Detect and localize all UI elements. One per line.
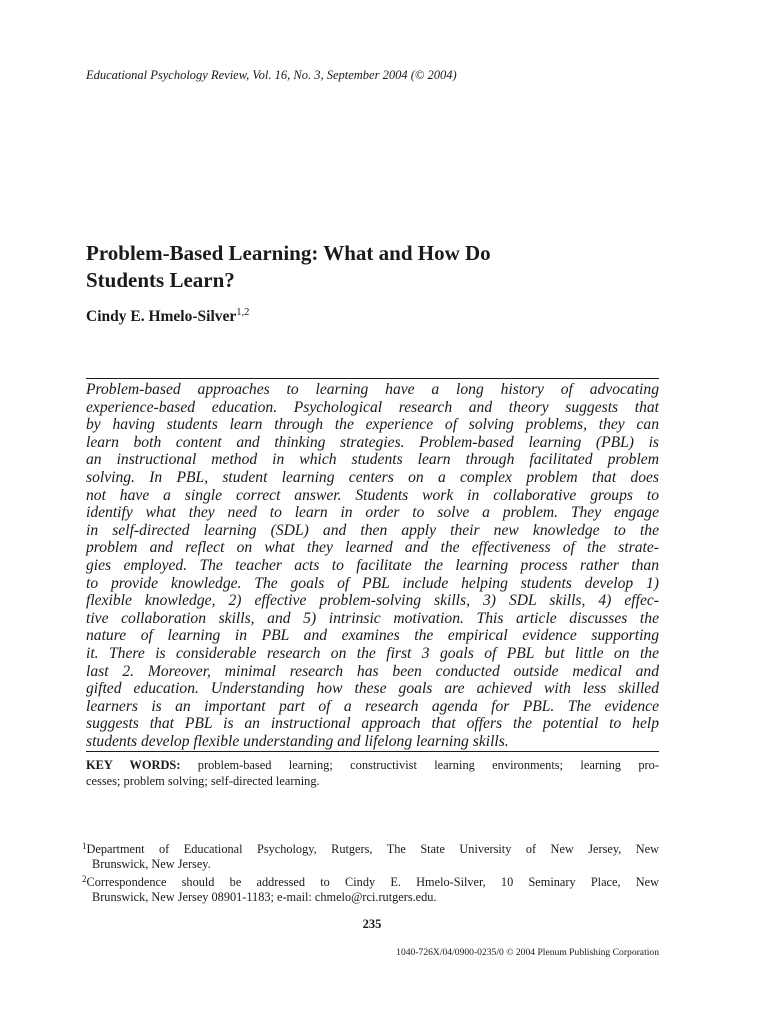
footnote-mark: 2 (82, 874, 87, 884)
abstract-line: tive collaboration skills, and 5) intrinsic motivation. This article discusses the (86, 609, 659, 627)
journal-header: Educational Psychology Review, Vol. 16, No. 3, September 2004 (© 2004) (86, 68, 457, 82)
footnote-text: Department of Educational Psychology, Rutgers, The State University of New Jersey, New (86, 842, 659, 856)
abstract-line: students develop flexible understanding and lifelong learning skills. (86, 732, 509, 750)
footnote-text: Correspondence should be addressed to Cindy E. Hmelo-Silver, 10 Seminary Place, New (86, 875, 659, 889)
page-number: 235 (362, 917, 382, 931)
abstract-line: not have a single correct answer. Students work in collaborative groups to (86, 486, 659, 504)
author-affiliation-marks: 1,2 (236, 307, 250, 318)
footnotes (82, 839, 659, 905)
keywords-text: problem-based learning; constructivist learning environments; learning pro- (180, 758, 659, 772)
footnote-2 (82, 872, 659, 890)
keywords-line: cesses; problem solving; self-directed learning. (86, 774, 320, 788)
abstract-line: learn both content and thinking strategies. Problem-based learning (PBL) is (86, 433, 659, 451)
footnote-mark: 1 (82, 841, 87, 851)
abstract-line: problem and reflect on what they learned and the effectiveness of the strate- (86, 539, 659, 557)
title-line: Problem-Based Learning: What and How Do (86, 241, 491, 265)
abstract-line: by having students learn through the experience of solving problems, they can (86, 416, 659, 434)
abstract-line: an instructional method in which students learn through facilitated problem (86, 451, 659, 469)
abstract-line: gies employed. The teacher acts to facilitate the learning process rather than (86, 556, 659, 574)
abstract-line: suggests that PBL is an instructional approach that offers the potential to help (86, 715, 659, 733)
abstract-line: experience-based education. Psychological research and theory suggests that (86, 398, 659, 416)
abstract-line: Problem-based approaches to learning have a long history of advocating (86, 381, 659, 398)
copyright-line: 1040-726X/04/0900-0235/0 © 2004 Plenum Publishing Corporation (396, 947, 659, 958)
abstract-bottom-rule (86, 751, 659, 752)
abstract-top-rule (86, 378, 659, 379)
abstract-line: solving. In PBL, student learning centers on a complex problem that does (86, 468, 659, 486)
footnote-1-continuation: Brunswick, New Jersey. (92, 857, 211, 871)
keywords-label: KEY WORDS: (86, 758, 181, 772)
keywords (86, 757, 659, 789)
author-line (86, 307, 249, 326)
abstract-line: learners is an important part of a research agenda for PBL. The evidence (86, 697, 659, 715)
author-name: Cindy E. Hmelo-Silver (86, 308, 237, 325)
title-line: Students Learn? (86, 268, 235, 292)
abstract-line: to provide knowledge. The goals of PBL include helping students develop 1) (86, 574, 659, 592)
footnote-2-continuation: Brunswick, New Jersey 08901-1183; e-mail: chmelo@rci.rutgers.edu. (92, 890, 437, 904)
abstract-line: identify what they need to learn in order to solve a problem. They engage (86, 504, 659, 522)
abstract-line: in self-directed learning (SDL) and then apply their new knowledge to the (86, 521, 659, 539)
keywords-line (86, 757, 659, 773)
footnote-1 (82, 839, 659, 857)
abstract (86, 381, 659, 750)
abstract-line: nature of learning in PBL and examines the empirical evidence supporting (86, 627, 659, 645)
abstract-line: flexible knowledge, 2) effective problem-solving skills, 3) SDL skills, 4) effec- (86, 592, 659, 610)
abstract-line: gifted education. Understanding how these goals are achieved with less skilled (86, 680, 659, 698)
abstract-line: it. There is considerable research on the first 3 goals of PBL but little on the (86, 644, 659, 662)
article-title (86, 240, 646, 294)
abstract-line: last 2. Moreover, minimal research has been conducted outside medical and (86, 662, 659, 680)
